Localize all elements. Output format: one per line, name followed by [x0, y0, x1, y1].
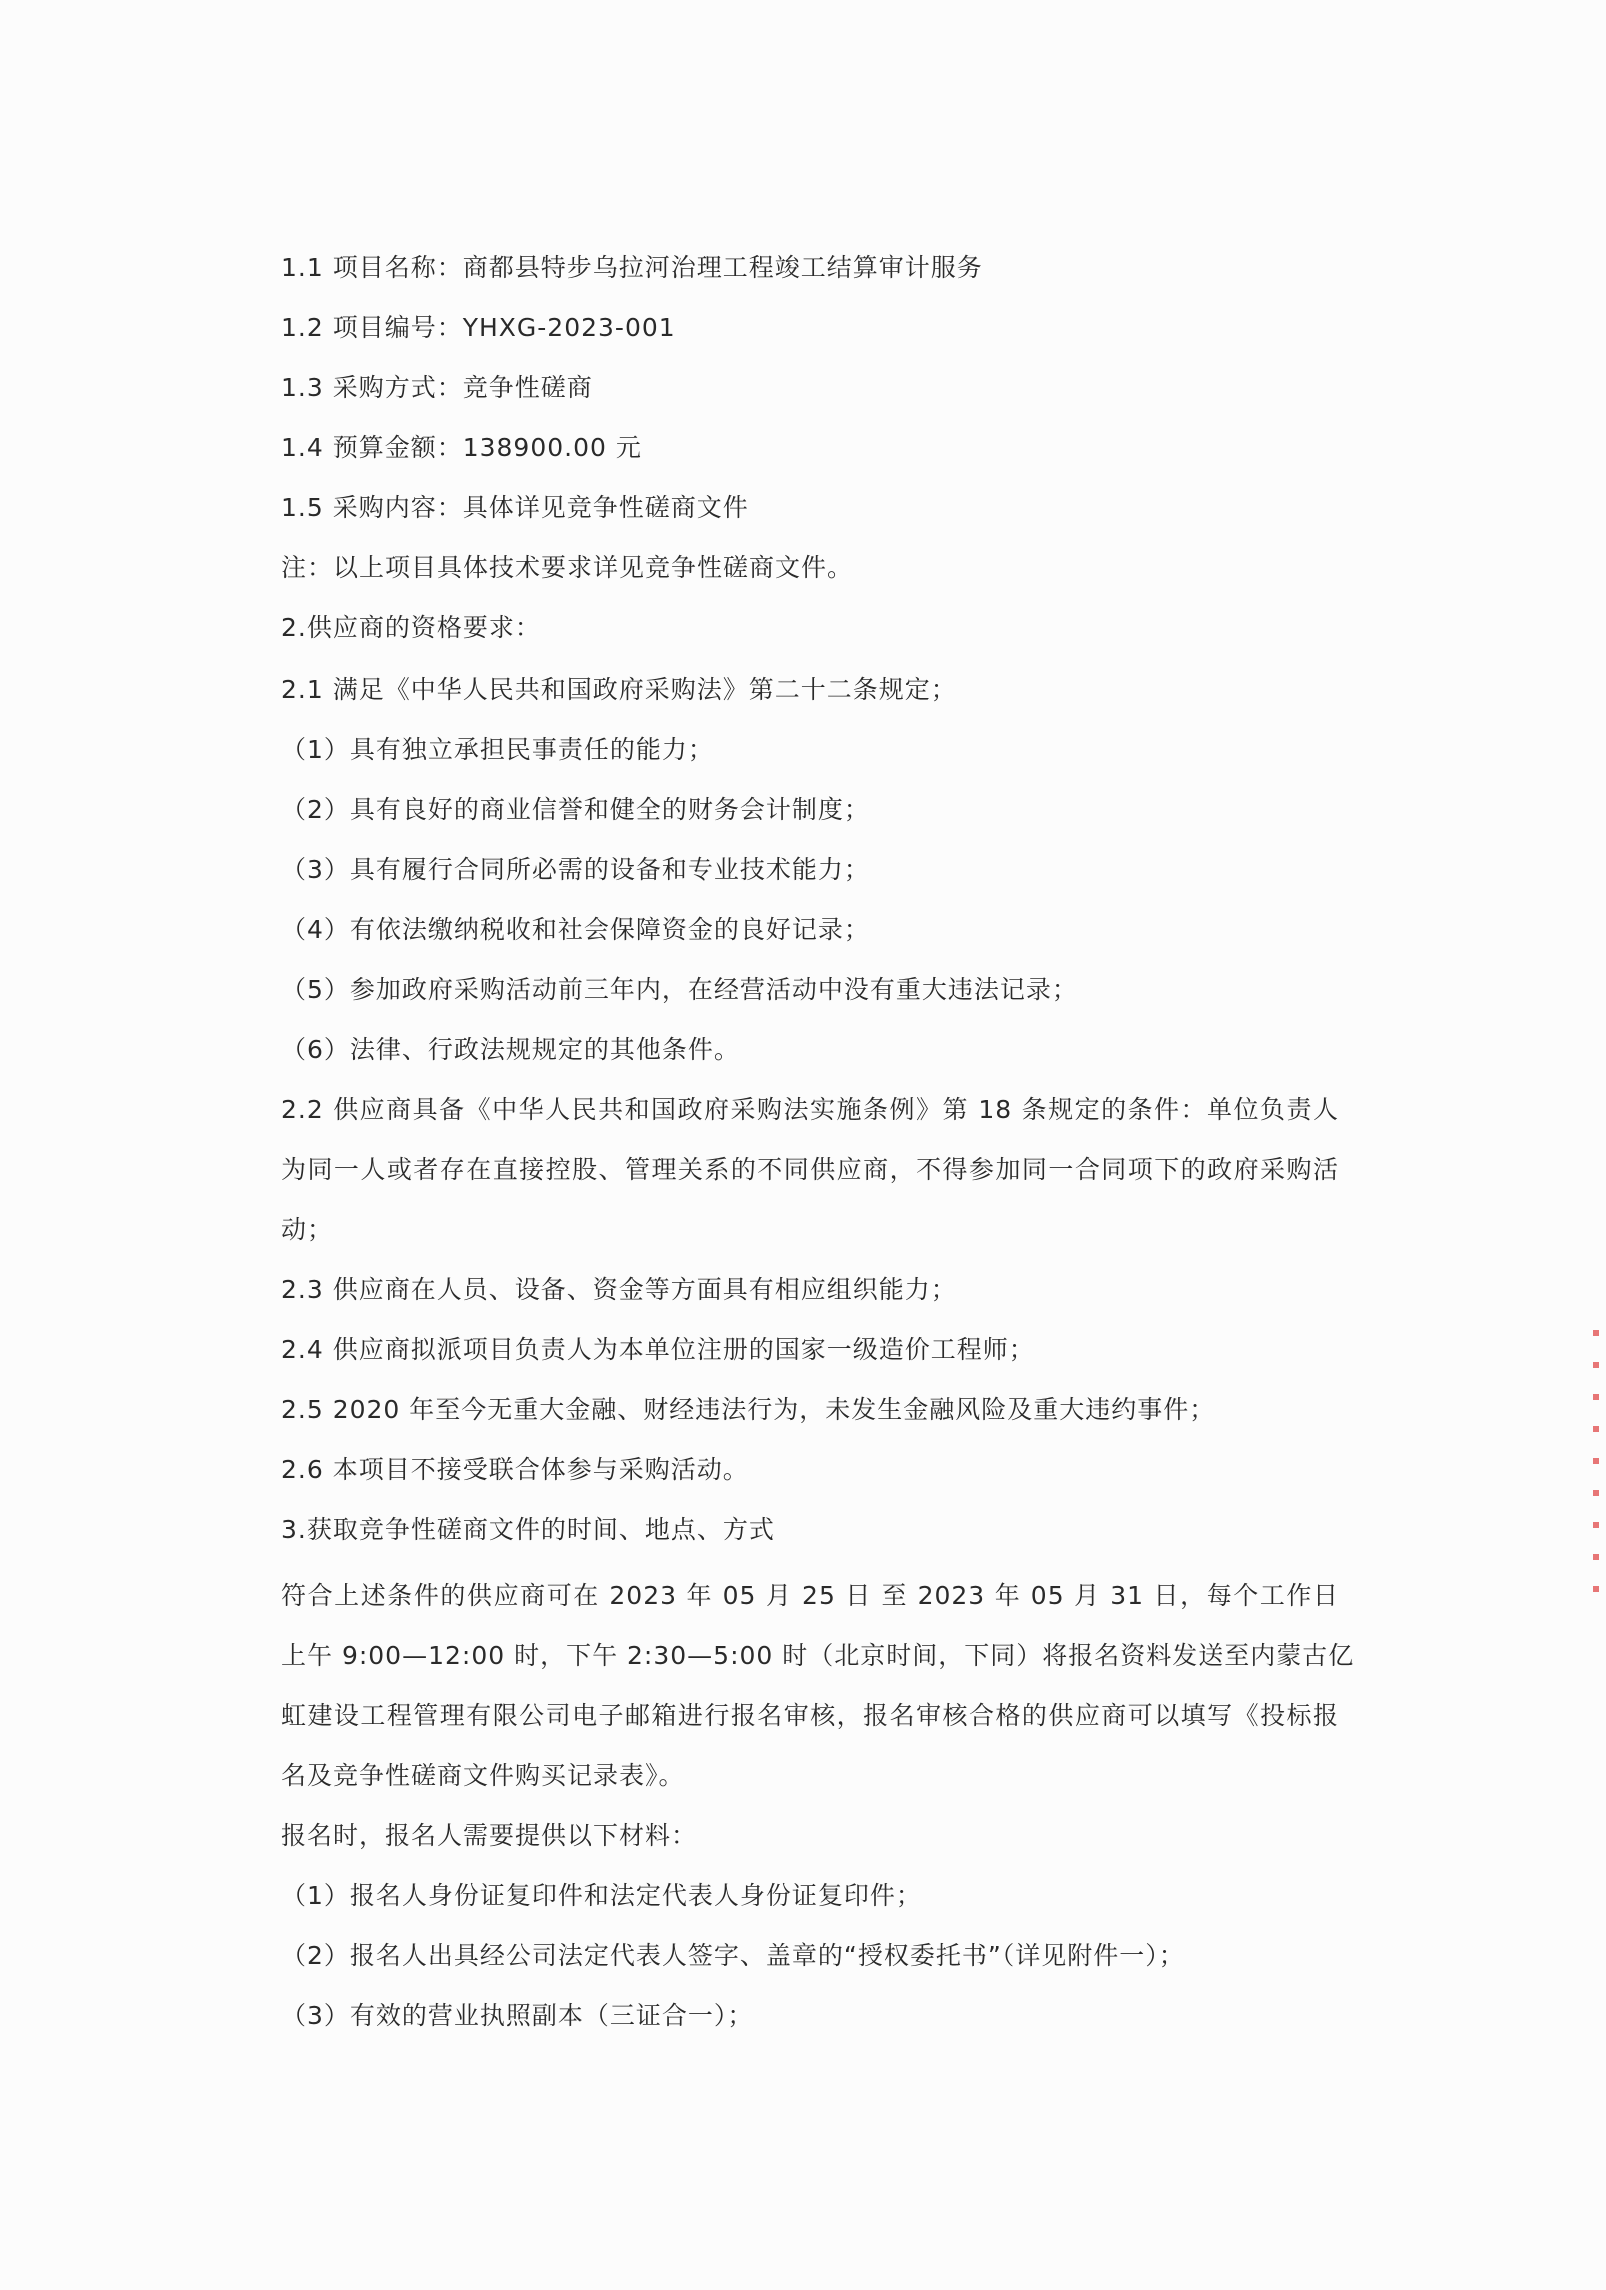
item-2-5: 2.5 2020 年至今无重大金融、财经违法行为，未发生金融风险及重大违约事件； [281, 1395, 1216, 1424]
condition-4: （4）有依法缴纳税收和社会保障资金的良好记录； [281, 915, 870, 944]
item-1-1-project-name: 1.1 项目名称：商都县特步乌拉河治理工程竣工结算审计服务 [281, 253, 983, 282]
section-3-heading: 3.获取竞争性磋商文件的时间、地点、方式 [281, 1515, 775, 1544]
condition-1: （1）具有独立承担民事责任的能力； [281, 735, 714, 764]
section-3-para-line-1: 符合上述条件的供应商可在 2023 年 05 月 25 日 至 2023 年 05 月 31 日，每个工作日 [281, 1581, 1339, 1610]
condition-3: （3）具有履行合同所必需的设备和专业技术能力； [281, 855, 870, 884]
section-3-para-line-4: 名及竞争性磋商文件购买记录表》。 [281, 1761, 685, 1790]
material-2: （2）报名人出具经公司法定代表人签字、盖章的“授权委托书”（详见附件一）； [281, 1941, 1185, 1970]
section-3-para-line-3: 虹建设工程管理有限公司电子邮箱进行报名审核，报名审核合格的供应商可以填写《投标报 [281, 1701, 1339, 1730]
item-2-2-line-2: 为同一人或者存在直接控股、管理关系的不同供应商，不得参加同一合同项下的政府采购活 [281, 1155, 1339, 1184]
item-2-4: 2.4 供应商拟派项目负责人为本单位注册的国家一级造价工程师； [281, 1335, 1035, 1364]
section-3-para-line-2: 上午 9:00—12:00 时，下午 2:30—5:00 时（北京时间，下同）将报名资料发送至内蒙古亿 [281, 1641, 1355, 1670]
note-line: 注：以上项目具体技术要求详见竞争性磋商文件。 [281, 553, 854, 582]
item-2-6: 2.6 本项目不接受联合体参与采购活动。 [281, 1455, 749, 1484]
material-3: （3）有效的营业执照副本（三证合一）； [281, 2001, 754, 2030]
item-2-1: 2.1 满足《中华人民共和国政府采购法》第二十二条规定； [281, 675, 957, 704]
item-2-2-line-1: 2.2 供应商具备《中华人民共和国政府采购法实施条例》第 18 条规定的条件：单位负责人 [281, 1095, 1339, 1124]
seal-edge-mark [1593, 1330, 1599, 1610]
registration-materials-intro: 报名时，报名人需要提供以下材料： [281, 1821, 698, 1850]
condition-5: （5）参加政府采购活动前三年内，在经营活动中没有重大违法记录； [281, 975, 1078, 1004]
condition-2: （2）具有良好的商业信誉和健全的财务会计制度； [281, 795, 870, 824]
material-1: （1）报名人身份证复印件和法定代表人身份证复印件； [281, 1881, 922, 1910]
item-2-3: 2.3 供应商在人员、设备、资金等方面具有相应组织能力； [281, 1275, 957, 1304]
item-1-2-project-number: 1.2 项目编号：YHXG-2023-001 [281, 313, 676, 342]
item-1-5-content: 1.5 采购内容：具体详见竞争性磋商文件 [281, 493, 749, 522]
section-2-heading: 2.供应商的资格要求： [281, 613, 541, 642]
item-2-2-line-3: 动； [281, 1215, 334, 1244]
item-1-4-budget: 1.4 预算金额：138900.00 元 [281, 433, 642, 462]
item-1-3-procurement-method: 1.3 采购方式：竞争性磋商 [281, 373, 593, 402]
condition-6: （6）法律、行政法规规定的其他条件。 [281, 1035, 740, 1064]
